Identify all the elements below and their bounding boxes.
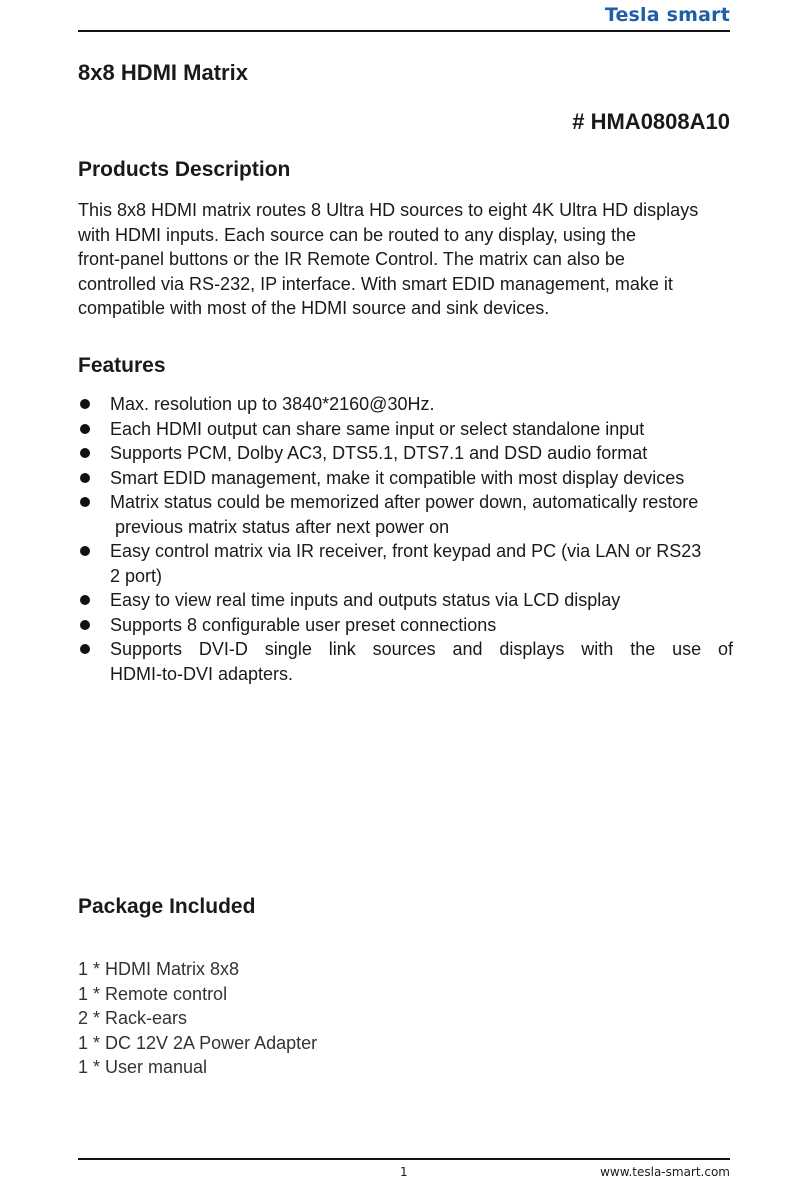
- feature-text: Supports PCM, Dolby AC3, DTS5.1, DTS7.1 and DSD audio format: [110, 443, 648, 463]
- description-line: controlled via RS-232, IP interface. With smart EDID management, make it: [78, 273, 673, 294]
- package-item: 1 * User manual: [78, 1057, 208, 1077]
- bullet-icon: [80, 497, 90, 507]
- page-number: 1: [400, 1165, 408, 1179]
- page-title: 8x8 HDMI Matrix: [78, 60, 248, 85]
- bullet-icon: [80, 644, 90, 654]
- features-list: [78, 392, 733, 686]
- feature-text: Smart EDID management, make it compatible with most display devices: [110, 467, 685, 488]
- brand-logo-text: Tesla smart: [604, 4, 730, 26]
- product-description: [78, 198, 738, 321]
- website-url: www.tesla-smart.com: [600, 1165, 730, 1179]
- package-item: 1 * Remote control: [78, 983, 228, 1004]
- description-line: This 8x8 HDMI matrix routes 8 Ultra HD sources to eight 4K Ultra HD displays: [78, 200, 699, 220]
- features-heading: Features: [78, 354, 166, 377]
- bullet-icon: [80, 424, 90, 434]
- feature-item: [78, 417, 733, 442]
- bullet-icon: [80, 448, 90, 458]
- feature-item: [78, 637, 733, 686]
- bullet-icon: [80, 595, 90, 605]
- feature-item: [78, 392, 733, 417]
- feature-item: [78, 588, 733, 613]
- bullet-icon: [80, 473, 90, 483]
- bullet-icon: [80, 399, 90, 409]
- feature-text: Easy control matrix via IR receiver, front keypad and PC (via LAN or RS23: [110, 541, 702, 561]
- feature-text: Supports 8 configurable user preset connections: [110, 614, 497, 635]
- package-item: 1 * HDMI Matrix 8x8: [78, 959, 240, 979]
- package-list: [78, 957, 317, 1080]
- bullet-icon: [80, 620, 90, 630]
- bullet-icon: [80, 546, 90, 556]
- description-line: with HDMI inputs. Each source can be routed to any display, using the: [78, 224, 636, 245]
- header-divider: [78, 30, 730, 32]
- feature-text: previous matrix status after next power on: [110, 516, 450, 537]
- model-number: # HMA0808A10: [572, 109, 730, 134]
- feature-item: [78, 613, 733, 638]
- footer-divider: [78, 1158, 730, 1160]
- feature-text: HDMI-to-DVI adapters.: [110, 663, 294, 684]
- products-description-heading: Products Description: [78, 158, 291, 181]
- package-item: 2 * Rack-ears: [78, 1008, 188, 1028]
- description-line: front-panel buttons or the IR Remote Control. The matrix can also be: [78, 249, 625, 270]
- feature-text: Max. resolution up to 3840*2160@30Hz.: [110, 394, 435, 414]
- package-heading: Package Included: [78, 895, 256, 918]
- feature-item: [78, 441, 733, 466]
- feature-text: Each HDMI output can share same input or select standalone input: [110, 418, 645, 439]
- feature-item: [78, 466, 733, 491]
- feature-text: Supports DVI-D single link sources and displays with the use of: [110, 639, 733, 659]
- feature-text: 2 port): [110, 565, 163, 586]
- feature-item: [78, 490, 733, 539]
- feature-text: Matrix status could be memorized after power down, automatically restore: [110, 492, 699, 512]
- package-item: 1 * DC 12V 2A Power Adapter: [78, 1032, 318, 1053]
- feature-text: Easy to view real time inputs and outputs status via LCD display: [110, 590, 621, 610]
- feature-item: [78, 539, 733, 588]
- description-line: compatible with most of the HDMI source and sink devices.: [78, 298, 550, 319]
